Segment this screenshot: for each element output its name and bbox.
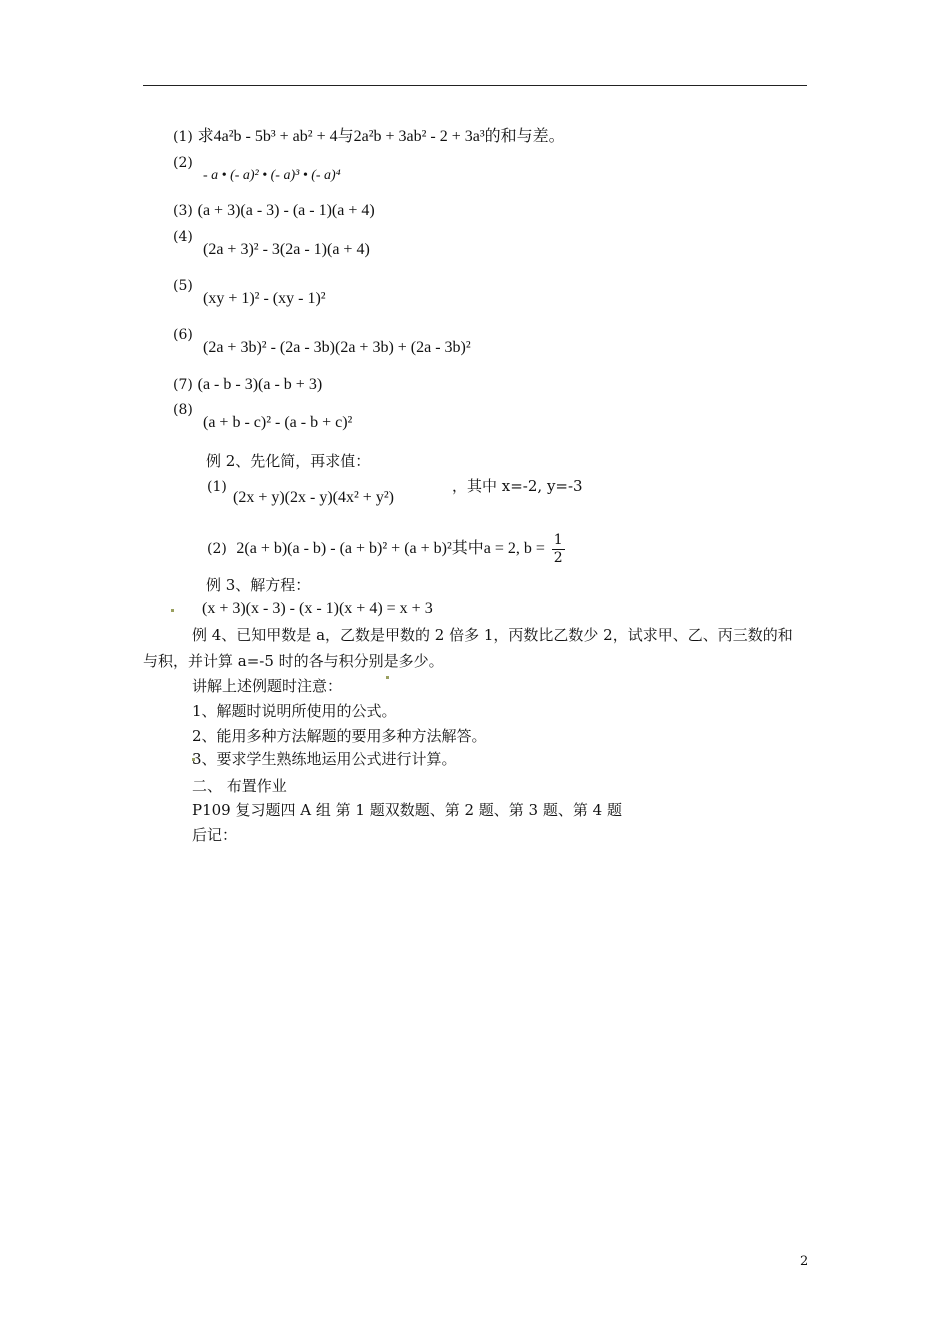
postscript: 后记：	[192, 826, 238, 844]
problem-5-label: (5)	[173, 278, 193, 294]
stray-dot	[386, 676, 389, 679]
problem-label: (1)	[173, 129, 193, 145]
fraction-one-half	[552, 532, 565, 567]
problem-4-expression: (2a + 3)² - 3(2a - 1)(a + 4)	[203, 241, 370, 258]
problem-label: (2)	[207, 541, 227, 557]
note-item-1: 1、解题时说明所使用的公式。	[192, 702, 397, 720]
fraction-denominator: 2	[553, 549, 563, 566]
problem-1	[173, 126, 565, 147]
notes-title: 讲解上述例题时注意：	[192, 677, 343, 695]
example-4-line-2: 与积，并计算 a=-5 时的各与积分别是多少。	[143, 652, 444, 670]
problem-8-label: (8)	[173, 402, 193, 418]
page-number: 2	[800, 1254, 809, 1269]
example-4-line-1: 例 4、已知甲数是 a，乙数是甲数的 2 倍多 1，丙数比乙数少 2，试求甲、乙、丙三数的和	[192, 626, 793, 644]
note-item-3: 3、要求学生熟练地运用公式进行计算。	[192, 750, 457, 768]
example-3-equation: (x + 3)(x - 3) - (x - 1)(x + 4) = x + 3	[202, 600, 433, 617]
homework-title: 二、 布置作业	[192, 777, 287, 795]
problem-2-expression: - a • (- a)² • (- a)³ • (- a)⁴	[203, 168, 341, 183]
problem-6-label: (6)	[173, 327, 193, 343]
problem-label: (7)	[173, 377, 193, 393]
fraction-numerator: 1	[553, 531, 563, 548]
problem-expression: 求4a²b - 5b³ + ab² + 4与2a²b + 3ab² - 2 + 3a³的和与差。	[197, 128, 565, 145]
note-item-2: 2、能用多种方法解题的要用多种方法解答。	[192, 727, 487, 745]
problem-8-expression: (a + b - c)² - (a - b + c)²	[203, 414, 353, 431]
example-2-title: 例 2、先化简，再求值：	[206, 452, 371, 470]
header-rule	[143, 85, 807, 86]
problem-expression: (a + 3)(a - 3) - (a - 1)(a + 4)	[197, 202, 375, 219]
problem-5-expression: (xy + 1)² - (xy - 1)²	[203, 290, 326, 307]
problem-4-label: (4)	[173, 229, 193, 245]
problem-3	[173, 200, 375, 221]
problem-expression: 2(a + b)(a - b) - (a + b)² + (a + b)²其中a = 2, b =	[236, 540, 545, 557]
example-2-item-1-condition: ，其中 x=-2, y=-3	[452, 477, 583, 495]
homework-text: P109 复习题四 A 组 第 1 题双数题、第 2 题、第 3 题、第 4 题	[192, 801, 622, 819]
example-2-item-2	[207, 528, 565, 569]
example-3-title: 例 3、解方程：	[206, 576, 311, 594]
problem-label: (3)	[173, 203, 193, 219]
problem-2-label: (2)	[173, 155, 193, 171]
example-2-item-1-expression: (2x + y)(2x - y)(4x² + y²)	[233, 489, 394, 506]
stray-dot	[171, 609, 174, 612]
problem-6-expression: (2a + 3b)² - (2a - 3b)(2a + 3b) + (2a - 3b)²	[203, 339, 471, 356]
example-2-item-1-label: (1)	[207, 479, 227, 495]
problem-expression: (a - b - 3)(a - b + 3)	[197, 376, 323, 393]
problem-7	[173, 374, 322, 395]
